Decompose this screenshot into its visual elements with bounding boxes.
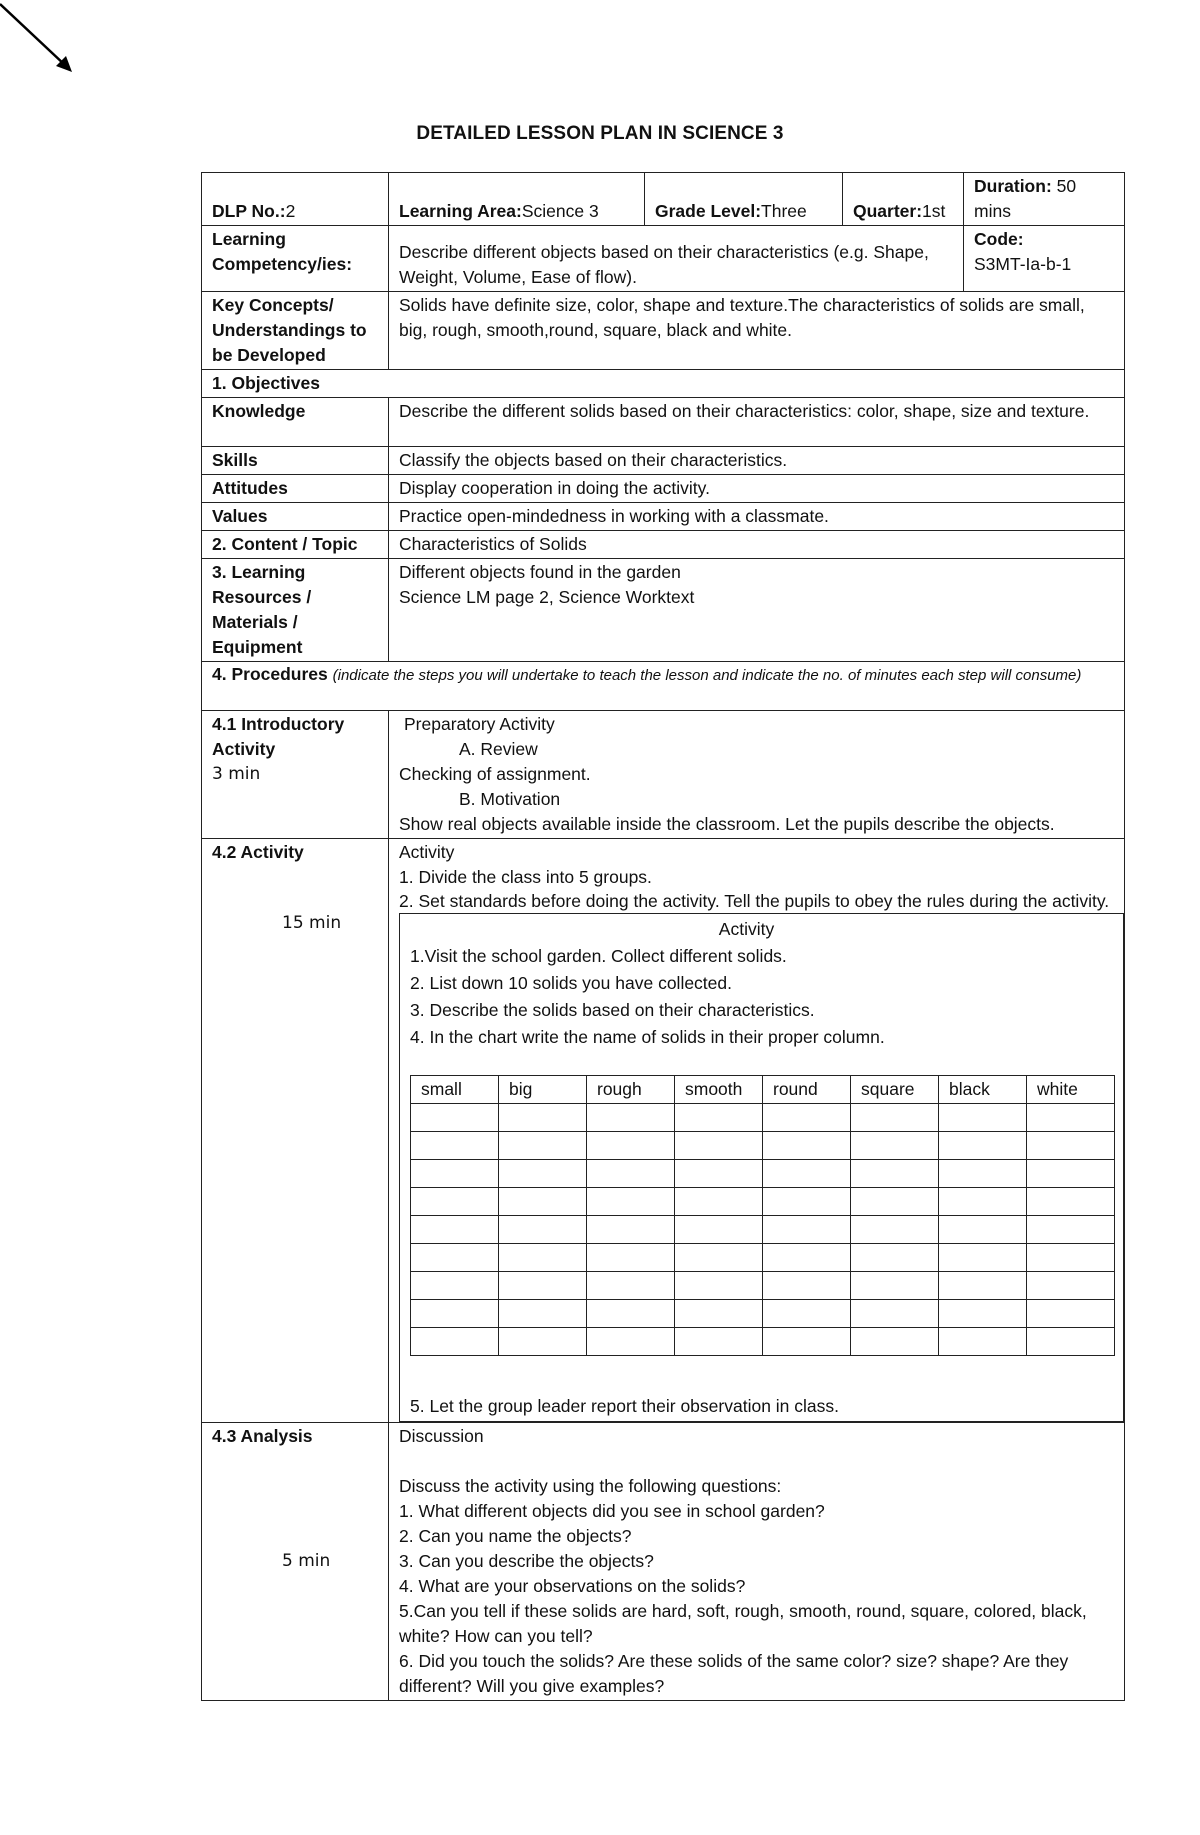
activity-box-line-3: 3. Describe the solids based on their characteristics. xyxy=(410,1000,815,1020)
chart-cell xyxy=(851,1216,939,1244)
activity-box xyxy=(399,913,1124,1422)
activity-line-3: 2. Set standards before doing the activity. Tell the pupils to obey the rules during the activity. xyxy=(399,891,1110,911)
procedures-row xyxy=(202,662,1125,711)
objectives-heading-row xyxy=(202,370,1125,398)
chart-row xyxy=(411,1300,1115,1328)
chart-cell xyxy=(499,1160,587,1188)
attitudes-row xyxy=(202,475,1125,503)
chart-cell xyxy=(675,1300,763,1328)
knowledge-text: Describe the different solids based on their characteristics: color, shape, size and texture. xyxy=(389,398,1125,447)
header-row xyxy=(202,173,1125,226)
chart-header-cell: square xyxy=(851,1076,939,1104)
analysis-row xyxy=(202,1423,1125,1701)
chart-header-cell: smooth xyxy=(675,1076,763,1104)
introductory-item-b: B. Motivation xyxy=(459,789,561,809)
chart-cell xyxy=(939,1244,1027,1272)
introductory-line-1: Preparatory Activity xyxy=(404,714,555,734)
chart-cell xyxy=(1027,1328,1115,1356)
chart-cell xyxy=(1027,1160,1115,1188)
chart-cell xyxy=(763,1272,851,1300)
activity-minutes: 15 min xyxy=(282,913,342,933)
chart-cell xyxy=(587,1132,675,1160)
resources-cell xyxy=(389,559,1125,662)
chart-cell xyxy=(1027,1244,1115,1272)
analysis-minutes: 5 min xyxy=(282,1551,331,1571)
duration-value: 50 mins xyxy=(974,176,1077,221)
chart-row xyxy=(411,1272,1115,1300)
learning-area-cell xyxy=(389,173,645,226)
procedures-note: (indicate the steps you will undertake to teach the lesson and indicate the no. of minutes each step will consume) xyxy=(332,667,1082,684)
chart-row xyxy=(411,1132,1115,1160)
introductory-item-a: A. Review xyxy=(459,739,538,759)
analysis-content xyxy=(389,1423,1125,1701)
chart-cell xyxy=(851,1188,939,1216)
chart-cell xyxy=(939,1104,1027,1132)
learning-area-value: Science 3 xyxy=(521,201,599,221)
code-cell xyxy=(964,226,1125,292)
chart-cell xyxy=(939,1160,1027,1188)
chart-row xyxy=(411,1160,1115,1188)
learning-area-label: Learning Area: xyxy=(399,201,522,221)
chart-cell xyxy=(763,1300,851,1328)
attitudes-text: Display cooperation in doing the activity. xyxy=(389,475,1125,503)
chart-cell xyxy=(939,1300,1027,1328)
chart-cell xyxy=(499,1328,587,1356)
resources-line-2: Science LM page 2, Science Worktext xyxy=(399,587,695,607)
activity-box-line-1: 1.Visit the school garden. Collect different solids. xyxy=(410,946,787,966)
skills-text: Classify the objects based on their characteristics. xyxy=(389,447,1125,475)
key-concepts-row xyxy=(202,292,1125,370)
chart-body xyxy=(411,1104,1115,1356)
chart-cell xyxy=(939,1216,1027,1244)
duration-label: Duration: xyxy=(974,176,1052,196)
chart-cell xyxy=(763,1188,851,1216)
resources-row xyxy=(202,559,1125,662)
chart-cell xyxy=(851,1328,939,1356)
lesson-plan-table xyxy=(201,172,1125,1701)
procedures-cell xyxy=(202,662,1125,711)
chart-cell xyxy=(587,1300,675,1328)
chart-cell xyxy=(675,1216,763,1244)
chart-row xyxy=(411,1244,1115,1272)
chart-cell xyxy=(939,1132,1027,1160)
chart-row xyxy=(411,1216,1115,1244)
analysis-question-2: 2. Can you name the objects? xyxy=(399,1526,632,1546)
chart-cell xyxy=(851,1244,939,1272)
activity-line-1: Activity xyxy=(399,842,455,862)
chart-cell xyxy=(763,1244,851,1272)
dlp-number-cell xyxy=(202,173,389,226)
competency-text: Describe different objects based on their characteristics (e.g. Shape, Weight, Volume, Ease of flow). xyxy=(389,226,964,292)
chart-cell xyxy=(1027,1132,1115,1160)
introductory-label: 4.1 Introductory Activity xyxy=(212,714,345,759)
values-row xyxy=(202,503,1125,531)
introductory-minutes: 3 min xyxy=(212,764,261,784)
arrow-icon xyxy=(0,0,80,80)
chart-cell xyxy=(675,1132,763,1160)
introductory-content xyxy=(389,711,1125,839)
resources-label: 3. Learning Resources / Materials / Equipment xyxy=(202,559,389,662)
chart-header-cell: big xyxy=(499,1076,587,1104)
chart-cell xyxy=(499,1132,587,1160)
content-text: Characteristics of Solids xyxy=(389,531,1125,559)
chart-cell xyxy=(763,1328,851,1356)
chart-cell xyxy=(851,1160,939,1188)
chart-cell xyxy=(411,1244,499,1272)
activity-line-2: 1. Divide the class into 5 groups. xyxy=(399,867,652,887)
objectives-heading: 1. Objectives xyxy=(202,370,1125,398)
key-concepts-label: Key Concepts/ Understandings to be Developed xyxy=(202,292,389,370)
chart-header-cell: small xyxy=(411,1076,499,1104)
analysis-question-6: 6. Did you touch the solids? Are these solids of the same color? size? shape? Are they different? Will you give examples? xyxy=(399,1651,1069,1696)
chart-cell xyxy=(675,1272,763,1300)
solids-chart xyxy=(410,1075,1115,1356)
resources-line-1: Different objects found in the garden xyxy=(399,562,681,582)
duration-cell xyxy=(964,173,1125,226)
chart-cell xyxy=(763,1132,851,1160)
chart-cell xyxy=(675,1244,763,1272)
dlp-label: DLP No.: xyxy=(212,201,286,221)
knowledge-label: Knowledge xyxy=(202,398,389,447)
key-concepts-text: Solids have definite size, color, shape and texture.The characteristics of solids are small, big, rough, smooth,round, square, black and white. xyxy=(389,292,1125,370)
activity-box-line-2: 2. List down 10 solids you have collected. xyxy=(410,973,732,993)
chart-cell xyxy=(1027,1300,1115,1328)
chart-cell xyxy=(411,1300,499,1328)
chart-cell xyxy=(411,1160,499,1188)
grade-level-label: Grade Level: xyxy=(655,201,762,221)
introductory-line-2: Checking of assignment. xyxy=(399,764,591,784)
content-row xyxy=(202,531,1125,559)
chart-cell xyxy=(851,1132,939,1160)
chart-cell xyxy=(851,1272,939,1300)
chart-cell xyxy=(411,1188,499,1216)
chart-cell xyxy=(1027,1104,1115,1132)
chart-row xyxy=(411,1188,1115,1216)
code-value: S3MT-Ia-b-1 xyxy=(974,254,1072,274)
chart-cell xyxy=(499,1188,587,1216)
introductory-label-cell xyxy=(202,711,389,839)
chart-cell xyxy=(675,1104,763,1132)
chart-cell xyxy=(587,1216,675,1244)
chart-cell xyxy=(939,1272,1027,1300)
activity-content xyxy=(389,839,1125,1423)
skills-label: Skills xyxy=(202,447,389,475)
chart-header-cell: white xyxy=(1027,1076,1115,1104)
chart-cell xyxy=(1027,1188,1115,1216)
chart-cell xyxy=(763,1160,851,1188)
procedures-label: 4. Procedures xyxy=(212,664,328,684)
chart-row xyxy=(411,1104,1115,1132)
chart-cell xyxy=(411,1104,499,1132)
chart-cell xyxy=(1027,1216,1115,1244)
chart-cell xyxy=(499,1104,587,1132)
analysis-question-1: 1. What different objects did you see in school garden? xyxy=(399,1501,825,1521)
activity-label: 4.2 Activity xyxy=(212,842,304,862)
chart-cell xyxy=(587,1328,675,1356)
chart-cell xyxy=(851,1104,939,1132)
chart-cell xyxy=(675,1328,763,1356)
analysis-question-5: 5.Can you tell if these solids are hard, soft, rough, smooth, round, square, colored, black, white? How can you tell? xyxy=(399,1601,1087,1646)
chart-cell xyxy=(939,1328,1027,1356)
quarter-value: 1st xyxy=(922,201,946,221)
activity-box-line-4: 4. In the chart write the name of solids in their proper column. xyxy=(410,1027,885,1047)
analysis-line-1: Discussion xyxy=(399,1426,484,1446)
grade-level-value: Three xyxy=(761,201,807,221)
chart-cell xyxy=(587,1104,675,1132)
activity-row xyxy=(202,839,1125,1423)
chart-cell xyxy=(499,1216,587,1244)
competency-row xyxy=(202,226,1125,292)
chart-header-cell: rough xyxy=(587,1076,675,1104)
chart-cell xyxy=(411,1328,499,1356)
chart-cell xyxy=(587,1160,675,1188)
grade-level-cell xyxy=(645,173,843,226)
analysis-question-4: 4. What are your observations on the solids? xyxy=(399,1576,746,1596)
chart-header-row xyxy=(411,1076,1115,1104)
activity-label-cell xyxy=(202,839,389,1423)
chart-header-cell: round xyxy=(763,1076,851,1104)
quarter-label: Quarter: xyxy=(853,201,923,221)
chart-cell xyxy=(587,1272,675,1300)
chart-cell xyxy=(411,1216,499,1244)
chart-cell xyxy=(499,1244,587,1272)
chart-cell xyxy=(411,1272,499,1300)
activity-box-title: Activity xyxy=(718,919,775,939)
values-text: Practice open-mindedness in working with a classmate. xyxy=(389,503,1125,531)
chart-cell xyxy=(499,1300,587,1328)
chart-row xyxy=(411,1328,1115,1356)
introductory-line-3: Show real objects available inside the classroom. Let the pupils describe the objects. xyxy=(399,814,1055,834)
skills-row xyxy=(202,447,1125,475)
chart-cell xyxy=(851,1300,939,1328)
analysis-label-cell xyxy=(202,1423,389,1701)
attitudes-label: Attitudes xyxy=(202,475,389,503)
chart-cell xyxy=(675,1160,763,1188)
chart-cell xyxy=(1027,1272,1115,1300)
chart-header-cell: black xyxy=(939,1076,1027,1104)
content-label: 2. Content / Topic xyxy=(202,531,389,559)
chart-cell xyxy=(411,1132,499,1160)
analysis-line-2: Discuss the activity using the following questions: xyxy=(399,1476,782,1496)
chart-cell xyxy=(675,1188,763,1216)
competency-label: Learning Competency/ies: xyxy=(202,226,389,292)
chart-cell xyxy=(763,1104,851,1132)
chart-cell xyxy=(763,1216,851,1244)
chart-cell xyxy=(939,1188,1027,1216)
introductory-row xyxy=(202,711,1125,839)
chart-cell xyxy=(587,1188,675,1216)
activity-report-line: 5. Let the group leader report their observation in class. xyxy=(410,1396,839,1416)
chart-cell xyxy=(499,1272,587,1300)
code-label: Code: xyxy=(974,229,1024,249)
values-label: Values xyxy=(202,503,389,531)
analysis-label: 4.3 Analysis xyxy=(212,1426,313,1446)
page-title: DETAILED LESSON PLAN IN SCIENCE 3 xyxy=(416,123,784,144)
quarter-cell xyxy=(843,173,964,226)
analysis-question-3: 3. Can you describe the objects? xyxy=(399,1551,654,1571)
knowledge-row xyxy=(202,398,1125,447)
chart-cell xyxy=(587,1244,675,1272)
dlp-value: 2 xyxy=(285,201,296,221)
